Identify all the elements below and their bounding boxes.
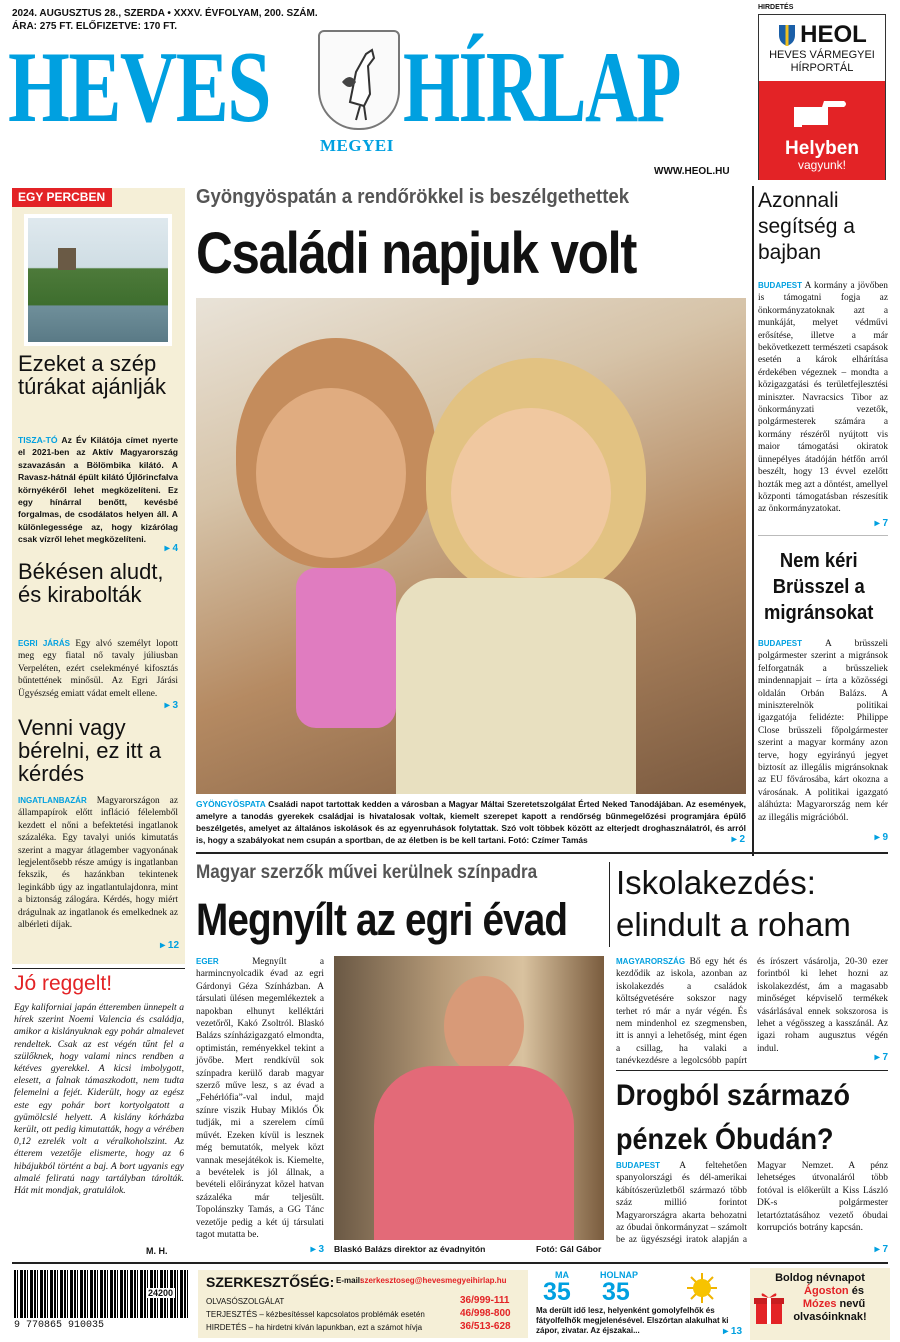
ad-slogan2: vagyunk! [797, 158, 847, 172]
weather-tomorrow-temp: 35 [602, 1278, 630, 1306]
children-photo [196, 298, 746, 794]
jo-text: Egy kaliforniai japán étteremben ünnepelt a hírek szerint Noemi Valencia és családja, amikor a kislányuknak egy pohár almalevet rendeltek. Csak az est végén tűnt fel a szülőknek, hogy valami nincs rendben a kétéves gyerekkel. A kicsi imbolygott, elesett, a falnak támaszkodott, nem tudta felemelni a fejét. Kiderült, hogy az egész este egy pohár bort kortyolgatott a gyümölcslé helyett. A kislány kórházba került, ott pedig kimutatták, hogy a vérében 0,12 ezrelék volt a véralkoholszint. Az étterem vezetője elismerte, hogy az 6 hibájukból történt a baj. A bort ugyanis egy almalé feliratú nagy tartályban tárolták. Hát mit mondjak, gratulálok. [14, 1002, 184, 1197]
egri-kicker: Magyar szerzők művei kerülnek színpadra [196, 862, 538, 883]
right1-title: Azonnali segítség a bajban [758, 189, 855, 264]
drog-place: BUDAPEST [616, 1161, 661, 1170]
barcode [14, 1270, 190, 1336]
lookout-tower-photo [24, 214, 172, 346]
drog-text: A feltehetően spanyolországi és dél-amerikai kábítószerüzletből származó több száz millió forintot Magyarországra akarta behozatni az óbudai önkormányzat – számolt be az ügyészségi iratok alapján a Magyar Nemzet. A pénz lehetséges útvonaláról több fotóval is előkerült a Kiss László DK-s polgármester letartóztatásához vezető óbudai korrupciós botrány kapcsán. [616, 1161, 888, 1246]
masthead-hirlap: HÍRLAP [403, 31, 680, 144]
s2-text: Egy alvó személyt lopott meg egy fiatal nő tavaly júliusban Verpeléten, ezért cselekményé kifosztás bűntettének minősül. Az Egri Járási Ügyészség emiatt vádat emelt ellene. [18, 639, 178, 699]
main-page[interactable]: ▸ 2 [731, 834, 745, 845]
crest-icon [318, 30, 400, 130]
shield-icon [777, 23, 797, 47]
right2-title: Nem kéri Brüsszel a migránsokat [764, 550, 874, 624]
s1-place: TISZA-TÓ [18, 435, 58, 445]
contact-num-2[interactable]: 36/513-628 [460, 1321, 511, 1332]
email-label: E-mail: [336, 1276, 363, 1285]
barcode-number: 9 770865 910035 [14, 1320, 105, 1331]
s3-text: Magyarországon az állampapírok előtt infláció félelemből kezdett el nőni a befektetési ingatlanok százaléka. Egy tavalyi uniós kimutatás szerint a magyar átlagember vagyonának legjelentősebb része amúgy is ingatlanban fekszik, és hazánkban tekintenek leginkább úgy az ingatlantulajdonra, mint a biztonság zálogára. Kérdés, hogy miért drágulnak az ingatlanok és emelkednek az albérleti díjak. [18, 796, 178, 931]
nameday-line4: olvasóinknak! [793, 1311, 867, 1323]
ad-line1: HEVES VÁRMEGYEI [769, 49, 875, 61]
office-title: SZERKESZTŐSÉG: [206, 1274, 335, 1290]
contact-label-2: HIRDETÉS – ha hirdetni kíván lapunkban, ezt a számot hívja [206, 1323, 423, 1332]
director-photo [334, 956, 604, 1240]
main-place: GYÖNGYÖSPATA [196, 799, 266, 809]
sidebar-label: EGY PERCBEN [12, 188, 112, 207]
drog-page[interactable]: ▸ 7 [874, 1244, 888, 1255]
contact-num-0[interactable]: 36/999-111 [460, 1295, 510, 1306]
egri-page[interactable]: ▸ 3 [310, 1244, 324, 1255]
masthead-url[interactable]: WWW.HEOL.HU [654, 166, 730, 177]
right1-place: BUDAPEST [758, 281, 803, 290]
masthead-heves: HEVES [8, 31, 270, 144]
nameday-nevu: nevű [839, 1298, 866, 1310]
nameday-name2: Mózes [802, 1298, 837, 1310]
right1-page[interactable]: ▸ 7 [874, 518, 888, 529]
ad-line2: HÍRPORTÁL [790, 62, 854, 74]
s2-title: Békésen aludt, és kirabolták [18, 559, 164, 607]
price: ÁRA: 275 FT. ELŐFIZETVE: 170 FT. [12, 21, 178, 32]
main-caption: Családi napot tartottak kedden a városban a Magyar Máltai Szeretetszolgálat Érted Neked Tanodájában. Az események, amelyre a tanodás gyerekek családjai is hivatalosak voltak, kiemelt szerepet kapott a rendőrség bűnmegelőzési programjára épülő beszélgetés, amelyet az általános iskolások és az egyenruhások folytattak. Szó volt többek között az elterjedt droghasználatról, és arról is, hogy a szabályokat nem csupán a sportban, de az életben is be kell tartani. Fotó: Czímer Tamás [196, 799, 746, 845]
sun-icon [686, 1272, 718, 1304]
gift-icon [752, 1290, 786, 1326]
s3-place: INGATLANBAZÁR [18, 796, 87, 805]
s1-text: Az Év Kilátója címet nyerte el 2021-ben az Aktív Magyarország szavazásán a Bölömbika kilátó. A Ravasz-hátnál épült kilátó Újlőrincfalva környékéről lehet megközelíteni. Ez egy hínárral benőtt, kevésbé forgalmas, de csodálatos helyen áll. A különlegessége az, hogy kizárólag csak vízről lehet megközelíteni. [18, 435, 178, 545]
ad-brand: HEOL [800, 21, 867, 48]
s3-title: Venni vagy bérelni, ez itt a kérdés [18, 715, 162, 786]
right2-place: BUDAPEST [758, 639, 803, 648]
iskola-text: Bő egy hét és kezdődik az iskola, azonban az iskolakezdés a családok költségvetésére sokszor nagy terhet ró már a nyár végén. És nem mindenhol ez szegmensben, itt is annyi a lehetőség, mint égen a csillag, ha valaki a tanévkezdésre a legolcsóbb papírt és írószert vásárolja, 20-30 ezer forintból ki lehet hozni az iskolakezdést, ám a magasabb minőséget képviselő termékek vásárlásával ennek sokszorosa is lehet a végösszeg a kasszánál. Az igazi roham augusztus végén indul. [616, 957, 888, 1067]
contact-label-0: OLVASÓSZOLGÁLAT [206, 1297, 285, 1306]
weather-today-temp: 35 [543, 1278, 571, 1306]
s1-title: Ezeket a szép túrákat ajánlják [18, 351, 166, 399]
egri-place: EGER [196, 957, 219, 966]
masthead-megyei: MEGYEI [320, 136, 394, 155]
ad-slogan1: Helyben [785, 138, 859, 159]
weather-tomorrow-label: HOLNAP [600, 1270, 638, 1280]
s1-page[interactable]: ▸ 4 [164, 543, 178, 554]
drog-title: Drogból származó pénzek Óbudán? [616, 1079, 851, 1156]
egri-text: Megnyílt a harmincnyolcadik évad az egri Gárdonyi Géza Színházban. A társulati ülésen megemlékeztek a napokban elhunyt kelléktári vezetőről, Kakó Zsoltról. Blaskó Balázs színházigazgató elmondta, optimistán, reményekkel tekint a jövőbe. Mert rendkívül sok színpadra kerülő darab magyar szerző műve lesz, s az évad a „Fehérlófia”-val indul, majd színre viszik Hubay Miklós Ők tudják, mi a szerelem című művét. Ezeken kívül is lesznek még bemutatók, melyek közt vannak mesejátékok is. Kiemelte, a bevételek is jól állnak, a bevételi előirányzat közel hatvan százaléka már teljesült. Topolánszky Tamás, a GG Tánc vezetője pedig a két új társulati tagot mutatta be. [196, 957, 324, 1240]
weather-text: Ma derült idő lesz, helyenként gomolyfelhők és fátyolfelhők megjelenésével. Elszórtan alakulhat ki zápor, zivatar. Az éjszakai... [536, 1306, 729, 1335]
weather-page[interactable]: ▸ 13 [723, 1326, 742, 1337]
weather-today-label: MA [555, 1270, 569, 1280]
iskola-place: MAGYARORSZÁG [616, 957, 686, 966]
issue-number: 24200 [148, 1288, 174, 1298]
s2-place: EGRI JÁRÁS [18, 639, 70, 648]
nameday-line1: Boldog névnapot [775, 1272, 865, 1284]
main-headline: Családi napjuk volt [196, 221, 637, 286]
s3-page[interactable]: ▸ 12 [160, 940, 179, 951]
right2-page[interactable]: ▸ 9 [874, 832, 888, 843]
nameday-and: és [851, 1285, 864, 1297]
dateline: 2024. AUGUSZTUS 28., SZERDA • XXXV. ÉVFOLYAM, 200. SZÁM. [12, 8, 318, 19]
iskola-title: Iskolakezdés: elindult a roham [616, 864, 851, 943]
right1-text: A kormány a jövőben is támogatni fogja az önkormányzatoknak azt a munkáját, melyet védművi erősítése, illetve a már bekövetkezett természeti csapások esetén a károk elhárítása érdekében végeznek – mondta a közigazgatási és területfejlesztési miniszter. Navracsics Tibor az önkormányzati vezetők, polgármesterek számára a kormány részéről nyújtott vis maior támogatási okiratok ünnepélyes átadóján hétfőn arról beszélt, hogy 13 évvel ezelőtt hozták meg azt a döntést, amellyel központi támogatásban részesítik az önkormányzatokat. [758, 281, 888, 515]
jo-author: M. H. [146, 1246, 168, 1256]
ad-tag: HIRDETÉS [758, 4, 794, 11]
nameday-name1: Ágoston [804, 1285, 849, 1297]
contact-num-1[interactable]: 46/998-800 [460, 1308, 511, 1319]
s2-page[interactable]: ▸ 3 [164, 700, 178, 711]
heol-ad[interactable] [758, 14, 886, 180]
email-link[interactable]: szerkesztoseg@hevesmegyeihirlap.hu [360, 1276, 507, 1285]
pointing-hand-icon [792, 85, 852, 135]
iskola-page[interactable]: ▸ 7 [874, 1052, 888, 1063]
egri-photo-caption: Blaskó Balázs direktor az évadnyitón [334, 1244, 486, 1254]
jo-title: Jó reggelt! [14, 972, 113, 995]
right2-text: A brüsszeli polgármester szerint a migránsok felforgatnák a brüsszeliek mindennapjait – írta a közösségi oldalán Orbán Balázs. A miniszterelnök politikai igazgatója felidézte: Philippe Close brüsszeli főpolgármester szerint a magyar kormány azon terve, hogy egyirányú jegyet biztosít az illegális migránsoknak az EU fővárosába, kárt okozna a városának. A politikai igazgató aláhúzta: Magyarország nem kér az illegális migrációból. [758, 639, 889, 823]
main-kicker: Gyöngyöspatán a rendőrökkel is beszélgethettek [196, 186, 630, 208]
egri-photo-credit: Fotó: Gál Gábor [536, 1244, 602, 1254]
egri-headline: Megnyílt az egri évad [196, 894, 568, 945]
contact-label-1: TERJESZTÉS – kézbesítéssel kapcsolatos problémák esetén [206, 1310, 425, 1319]
